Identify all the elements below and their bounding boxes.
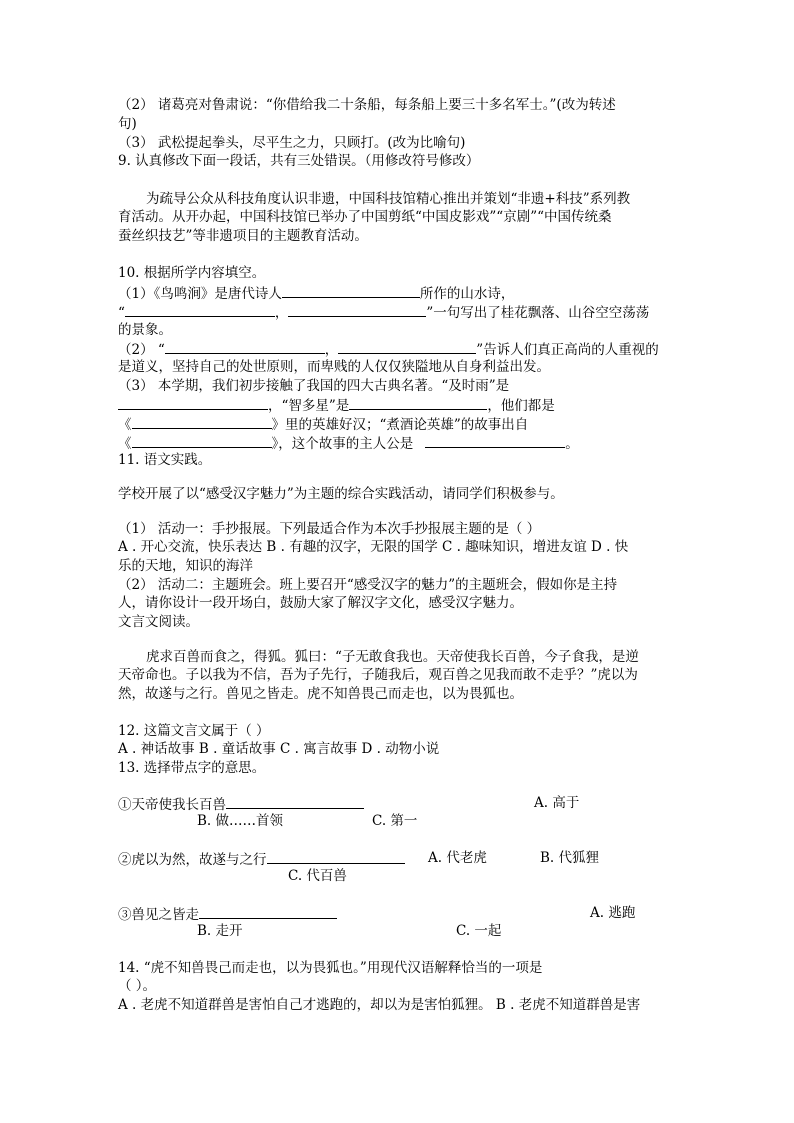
passage-line3: 然，故遂与之行。兽见之皆走。虎不知兽畏己而走也，以为畏狐也。 bbox=[118, 686, 523, 702]
q13-1-option-a: A. 高于 bbox=[534, 795, 580, 811]
q10-1-line3: 的景象。 bbox=[118, 322, 172, 338]
fill-blank-poet[interactable] bbox=[282, 283, 420, 298]
fill-blank-song-jiang[interactable] bbox=[118, 395, 268, 410]
passage-line2: 天帝命也。子以我为不信，吾为子先行，子随我后，观百兽之见我而敢不走乎？”虎以为 bbox=[118, 667, 638, 683]
q10-2-text-a: （2） “ bbox=[118, 342, 165, 358]
q10-3-line3 bbox=[118, 414, 528, 435]
book-open-bracket: 《 bbox=[118, 436, 132, 452]
q10-2-line2: 是道义，坚持自己的处世原则，而卑贱的人仅仅狭隘地从自身利益出发。 bbox=[118, 359, 550, 375]
q10-1-text-b: 所作的山水诗， bbox=[419, 286, 515, 302]
q11-1-options-line1: A . 开心交流，快乐表达 B . 有趣的汉字，无限的国学 C . 趣味知识，增进友谊 D . 快 bbox=[118, 539, 629, 555]
q13-2-option-b: B. 代狐狸 bbox=[540, 850, 600, 866]
q10-1-text-c: ”一句写出了桂花飘落、山谷空空荡荡 bbox=[426, 305, 650, 321]
q13-1-option-b: B. 做……首领 bbox=[197, 813, 284, 829]
q13-1-text: ①天帝使我长百兽 bbox=[118, 797, 226, 813]
q12-question: 12. 这篇文言文属于（ ） bbox=[118, 723, 270, 739]
book-open-bracket: 《 bbox=[118, 417, 132, 433]
q11-1-question: （1） 活动一：手抄报展。下列最适合作为本次手抄报展主题的是（ ） bbox=[118, 521, 541, 537]
fill-blank-quote-2[interactable] bbox=[338, 339, 476, 354]
fill-blank-protagonist[interactable] bbox=[425, 433, 565, 448]
q13-3-option-a: A. 逃跑 bbox=[590, 905, 636, 921]
answer-blank-13-2[interactable] bbox=[267, 849, 405, 864]
q14-options: A . 老虎不知道群兽是害怕自己才逃跑的，却以为是害怕狐狸。 B . 老虎不知道群兽是害 bbox=[118, 997, 641, 1013]
q13-1-option-c: C. 第一 bbox=[372, 813, 418, 829]
q10-3-text-d: 》，这个故事的主人公是 bbox=[271, 436, 414, 452]
q11-1-options-line2: 乐的天地，知识的海洋 bbox=[118, 558, 253, 574]
fill-blank-book-2[interactable] bbox=[132, 433, 272, 448]
q9-paragraph-line3: 蚕丝织技艺”等非遗项目的主题教育活动。 bbox=[118, 228, 368, 244]
q13-3-text: ③兽见之皆走 bbox=[118, 907, 199, 923]
q13-2-option-c: C. 代百兽 bbox=[288, 868, 347, 884]
classical-reading-title: 文言文阅读。 bbox=[118, 614, 199, 630]
q13-3-option-c: C. 一起 bbox=[456, 923, 502, 939]
q10-3-text-mid: ，“智多星”是 bbox=[268, 398, 350, 414]
q-rewrite-2-line2: 句) bbox=[118, 116, 137, 132]
answer-blank-13-3[interactable] bbox=[199, 904, 337, 919]
q13-title: 13. 选择带点字的意思。 bbox=[118, 760, 266, 776]
q10-3-line2 bbox=[118, 395, 555, 416]
q10-2-text-b: ”告诉人们真正高尚的人重视的 bbox=[476, 342, 659, 358]
q11-title: 11. 语文实践。 bbox=[118, 452, 212, 468]
comma: ， bbox=[324, 342, 339, 358]
q11-2-line1: （2） 活动二：主题班会。班上要召开“感受汉字的魅力”的主题班会，假如你是主持 bbox=[118, 577, 618, 593]
q11-2-line2: 人，请你设计一段开场白，鼓励大家了解汉字文化，感受汉字魅力。 bbox=[118, 595, 523, 611]
q13-2-text: ②虎以为然，故遂与之行 bbox=[118, 852, 267, 868]
passage-line1: 虎求百兽而食之，得狐。狐曰：“子无敢食我也。天帝使我长百兽，今子食我，是逆 bbox=[146, 649, 639, 665]
q10-1-text-a: （1）《鸟鸣涧》是唐代诗人 bbox=[118, 286, 282, 302]
q9-paragraph-line1: 为疏导公众从科技角度认识非遗，中国科技馆精心推出并策划“非遗+科技”系列教 bbox=[146, 191, 631, 207]
fill-blank-verse-2[interactable] bbox=[288, 302, 426, 317]
q10-3-line1: （3） 本学期，我们初步接触了我国的四大古典名著。“及时雨”是 bbox=[118, 378, 510, 394]
q-rewrite-3: （3） 武松提起拳头，尽平生之力，只顾打。(改为比喻句) bbox=[118, 135, 466, 151]
q13-3-option-b: B. 走开 bbox=[197, 923, 243, 939]
q10-3-text-c: 》里的英雄好汉；“煮酒论英雄”的故事出自 bbox=[271, 417, 529, 433]
q14-question-line1: 14. “虎不知兽畏己而走也，以为畏狐也。”用现代汉语解释恰当的一项是 bbox=[118, 960, 543, 976]
q-rewrite-2-line1: （2） 诸葛亮对鲁肃说：“你借给我二十条船，每条船上要三十多名军士。”(改为转述 bbox=[118, 97, 616, 113]
open-quote: “ bbox=[118, 305, 125, 321]
q13-2-item bbox=[118, 849, 405, 870]
fill-blank-quote-1[interactable] bbox=[165, 339, 325, 354]
q11-intro: 学校开展了以“感受汉字魅力”为主题的综合实践活动，请同学们积极参与。 bbox=[118, 486, 564, 502]
period: 。 bbox=[565, 436, 579, 452]
q10-3-text-tail: ，他们都是 bbox=[487, 398, 555, 414]
fill-blank-wu-yong[interactable] bbox=[349, 395, 487, 410]
fill-blank-book-1[interactable] bbox=[132, 414, 272, 429]
q9-title: 9. 认真修改下面一段话，共有三处错误。（用修改符号修改） bbox=[118, 153, 480, 169]
fill-blank-verse-1[interactable] bbox=[125, 302, 275, 317]
comma: ， bbox=[274, 305, 289, 321]
q10-2-line1 bbox=[118, 339, 659, 360]
q10-1-line1 bbox=[118, 283, 514, 304]
q10-title: 10. 根据所学内容填空。 bbox=[118, 265, 266, 281]
q12-options: A . 神话故事 B . 童话故事 C . 寓言故事 D . 动物小说 bbox=[118, 741, 440, 757]
q9-paragraph-line2: 育活动。从开办起，中国科技馆已举办了中国剪纸“中国皮影戏”“京剧”“中国传统桑 bbox=[118, 209, 612, 225]
q10-1-line2 bbox=[118, 302, 649, 323]
q13-2-option-a: A. 代老虎 bbox=[428, 850, 487, 866]
answer-blank-13-1[interactable] bbox=[226, 794, 364, 809]
q14-question-line2: （ ）。 bbox=[118, 978, 157, 994]
